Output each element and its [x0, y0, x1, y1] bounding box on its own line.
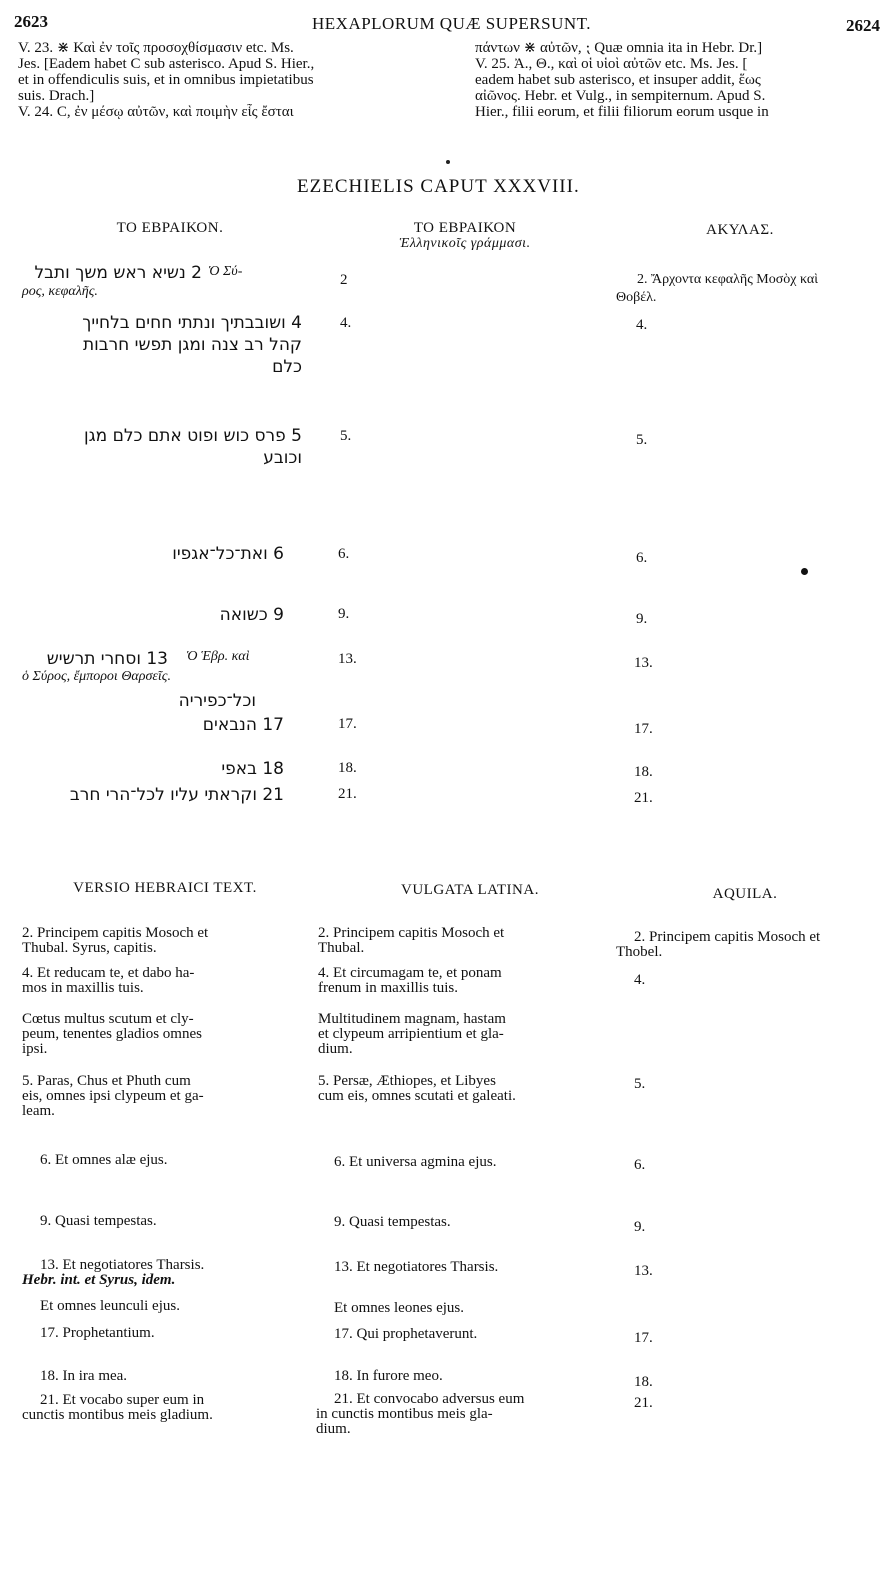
- aquila-latin-verse: 4.: [634, 972, 646, 988]
- versio-verse: [40, 1369, 300, 1384]
- latin-line: 18. In furore meo.: [334, 1368, 443, 1384]
- header-aquila-greek: ΑΚΥΛΑΣ.: [706, 222, 774, 238]
- versio-verse: [40, 1153, 300, 1168]
- vulgata-verse: [318, 926, 600, 956]
- versio-verse: [40, 1214, 300, 1229]
- ink-dot: [446, 160, 450, 164]
- hebrew-line: 4 ושובבתיך ונתתי חחים בלחייך: [82, 313, 302, 333]
- versio-verse: [22, 966, 302, 996]
- latin-line: frenum in maxillis tuis.: [318, 980, 458, 996]
- hebrew-verse: 21 וקראתי עליו לכל־הרי חרב: [69, 785, 284, 805]
- vulgata-verse: [334, 1301, 600, 1316]
- verse-number: 6.: [338, 546, 350, 562]
- vulgata-verse: [334, 1369, 600, 1384]
- latin-line: 6. Et universa agmina ejus.: [334, 1154, 497, 1170]
- hebrew-verse: 2 נשיא ראש משך ותבל: [34, 263, 202, 283]
- verse-number: 18.: [338, 760, 357, 776]
- latin-line: 17. Qui prophetaverunt.: [334, 1326, 478, 1342]
- notes-right: [475, 40, 886, 120]
- latin-line: ipsi.: [22, 1041, 48, 1057]
- header-versio: VERSIO HEBRAICI TEXT.: [73, 880, 257, 896]
- note-line: et in offendiculis suis, et in omnibus impietatibus: [18, 72, 314, 88]
- latin-line: Et omnes leunculi ejus.: [40, 1298, 180, 1314]
- note-line: αἰῶνος. Hebr. et Vulg., in sempiternum. Apud S.: [475, 88, 766, 104]
- aquila-latin-verse: 9.: [634, 1219, 646, 1235]
- verse-number: 13.: [338, 651, 357, 667]
- hebrew-verse: 17 הנבאים: [202, 715, 284, 735]
- versio-verse: [22, 1074, 302, 1119]
- greek-note: Ὁ Ἑβρ. καὶ: [186, 649, 250, 664]
- verse-number: 9.: [338, 606, 350, 622]
- latin-line: et clypeum arripientium et gla-: [318, 1026, 504, 1042]
- versio-verse: [22, 926, 302, 956]
- latin-line: 17. Prophetantium.: [40, 1325, 155, 1341]
- aquila-verse: 18.: [634, 764, 653, 780]
- versio-verse: [40, 1299, 300, 1314]
- verse-number: 4.: [340, 315, 352, 331]
- latin-line: 21. Et convocabo adversus eum: [334, 1391, 525, 1407]
- latin-line: 9. Quasi tempestas.: [40, 1213, 157, 1229]
- latin-line: 2. Principem capitis Mosoch et: [22, 925, 209, 941]
- latin-line: 13. Et negotiatores Tharsis.: [40, 1257, 205, 1273]
- note-line: Jes. [Eadem habet C sub asterisco. Apud S. Hier.,: [18, 56, 315, 72]
- aquila-verse: 9.: [636, 611, 648, 627]
- aquila-latin-verse: 6.: [634, 1157, 646, 1173]
- hebrew-line: וכובע: [263, 448, 302, 468]
- running-title: HEXAPLORUM QUÆ SUPERSUNT.: [312, 14, 592, 33]
- latin-line: 4. Et circumagam te, et ponam: [318, 965, 502, 981]
- greek-note: ρος, κεφαλῆς.: [22, 284, 98, 299]
- latin-line: 9. Quasi tempestas.: [334, 1214, 451, 1230]
- verse-number: 21.: [338, 786, 357, 802]
- note-line: V. 24. C, ἐν μέσῳ αὐτῶν, καὶ ποιμὴν εἷς ἔσται: [18, 104, 294, 120]
- ink-dot: [801, 568, 808, 575]
- aquila-verse: 17.: [634, 721, 653, 737]
- note-line: suis. Drach.]: [18, 88, 95, 104]
- note-line: V. 23. ⋇ Καὶ ἐν τοῖς προσοχθίσμασιν etc. Ms.: [18, 40, 294, 56]
- note-line: πάντων ⋇ αὐτῶν, ⁏ Quæ omnia ita in Hebr. Dr.]: [475, 40, 763, 56]
- hebrew-verse: 9 כשואה: [219, 605, 284, 625]
- aquila-verse: 5.: [636, 432, 648, 448]
- latin-line: 13. Et negotiatores Tharsis.: [334, 1259, 499, 1275]
- latin-line: eis, omnes ipsi clypeum et ga-: [22, 1088, 204, 1104]
- versio-verse: [22, 1393, 302, 1423]
- aquila-latin-verse: 5.: [634, 1076, 646, 1092]
- aquila-verse: 4.: [636, 317, 648, 333]
- vulgata-verse: [318, 966, 600, 996]
- hebrew-line: קהל רב צנה ומגן תפשי חרבות: [82, 335, 302, 355]
- aquila-greek: Θοβέλ.: [616, 290, 657, 305]
- hebrew-verse: 13 וסחרי תרשיש: [46, 649, 168, 669]
- note-line: Hier., filii eorum, et filii filiorum eorum usque in: [475, 104, 769, 120]
- latin-line: Cœtus multus scutum et cly-: [22, 1011, 194, 1027]
- header-hebrew-greek-letters: ΤΟ ΕΒΡΑΙΚΟΝ: [413, 220, 517, 236]
- latin-line: dium.: [318, 1041, 353, 1057]
- aquila-verse: 21.: [634, 790, 653, 806]
- latin-line: mos in maxillis tuis.: [22, 980, 144, 996]
- latin-line: 5. Persæ, Æthiopes, et Libyes: [318, 1073, 496, 1089]
- verse-number: 17.: [338, 716, 357, 732]
- latin-line: Et omnes leones ejus.: [334, 1300, 464, 1316]
- latin-line: leam.: [22, 1103, 55, 1119]
- latin-line: cum eis, omnes scutati et galeati.: [318, 1088, 516, 1104]
- versio-verse: [22, 1258, 302, 1288]
- notes-left: [18, 40, 448, 120]
- latin-line: 21. Et vocabo super eum in: [40, 1392, 205, 1408]
- aquila-latin-verse: 13.: [634, 1263, 653, 1279]
- latin-line: Multitudinem magnam, hastam: [318, 1011, 506, 1027]
- latin-line: 18. In ira mea.: [40, 1368, 128, 1384]
- hebrew-verse-continuation: וכל־כפיריה: [178, 691, 256, 711]
- hebrew-verse: [18, 312, 302, 378]
- hebrew-line: כלם: [272, 357, 302, 377]
- latin-line: in cunctis montibus meis gla-: [316, 1406, 493, 1422]
- latin-line: peum, tenentes gladios omnes: [22, 1026, 202, 1042]
- verse-number: 2: [340, 272, 348, 288]
- aquila-verse: 13.: [634, 655, 653, 671]
- page-number-right: 2624: [846, 16, 880, 35]
- note-line: V. 25. Ἀ., Θ., καὶ οἱ υἱοὶ αὐτῶν etc. Ms. Jes. [: [475, 56, 748, 72]
- chapter-title: EZECHIELIS CAPUT XXXVIII.: [297, 176, 580, 197]
- latin-line: cunctis montibus meis gladium.: [22, 1407, 213, 1423]
- latin-line: 6. Et omnes alæ ejus.: [40, 1152, 168, 1168]
- vulgata-verse: [316, 1392, 600, 1437]
- vulgata-verse: [334, 1215, 600, 1230]
- vulgata-verse: [334, 1155, 600, 1170]
- hebrew-verse: 6 ואת־כל־אגפיו: [172, 544, 284, 564]
- vulgata-verse: [334, 1260, 600, 1275]
- latin-line: Hebr. int. et Syrus, idem.: [22, 1272, 176, 1288]
- hebrew-verse: 18 באפי: [221, 759, 284, 779]
- aquila-greek: 2. Ἄρχοντα κεφαλῆς Μοσὸχ καὶ: [637, 272, 819, 287]
- latin-line: Thubal.: [318, 940, 365, 956]
- verse-number: 5.: [340, 428, 352, 444]
- aquila-latin-verse: 17.: [634, 1330, 653, 1346]
- greek-note: Ὁ Σύ-: [208, 264, 243, 279]
- latin-line: Thobel.: [616, 944, 663, 960]
- latin-line: 4. Et reducam te, et dabo ha-: [22, 965, 195, 981]
- latin-line: 2. Principem capitis Mosoch et: [318, 925, 505, 941]
- latin-line: Thubal. Syrus, capitis.: [22, 940, 157, 956]
- latin-line: dium.: [316, 1421, 351, 1437]
- latin-line: 5. Paras, Chus et Phuth cum: [22, 1073, 191, 1089]
- vulgata-verse: [334, 1327, 600, 1342]
- note-line: eadem habet sub asterisco, et insuper addit, ἕως: [475, 72, 761, 88]
- versio-verse: [40, 1326, 300, 1341]
- greek-note: ὁ Σύρος, ἔμποροι Θαρσεῖς.: [22, 669, 171, 684]
- versio-verse: [22, 1012, 302, 1057]
- aquila-verse: 6.: [636, 550, 648, 566]
- aquila-latin-verse: [616, 930, 886, 960]
- header-vulgata: VULGATA LATINA.: [401, 882, 539, 898]
- header-hebrew-greek-letters-sub: Ἑλληνικοῖς γράμμασι.: [399, 236, 531, 251]
- header-hebrew-text: ΤΟ ΕΒΡΑΙΚΟΝ.: [116, 220, 224, 236]
- page-number-left: 2623: [14, 12, 48, 31]
- vulgata-verse: [318, 1012, 600, 1057]
- hebrew-line: 5 פרס כוש ופוט אתם כלם מגן: [84, 426, 302, 446]
- aquila-latin-verse: 18.: [634, 1374, 653, 1390]
- hebrew-verse: [18, 425, 302, 469]
- latin-line: 2. Principem capitis Mosoch et: [634, 930, 821, 945]
- vulgata-verse: [318, 1074, 600, 1104]
- aquila-latin-verse: 21.: [634, 1395, 653, 1411]
- header-aquila-latin: AQUILA.: [712, 886, 778, 902]
